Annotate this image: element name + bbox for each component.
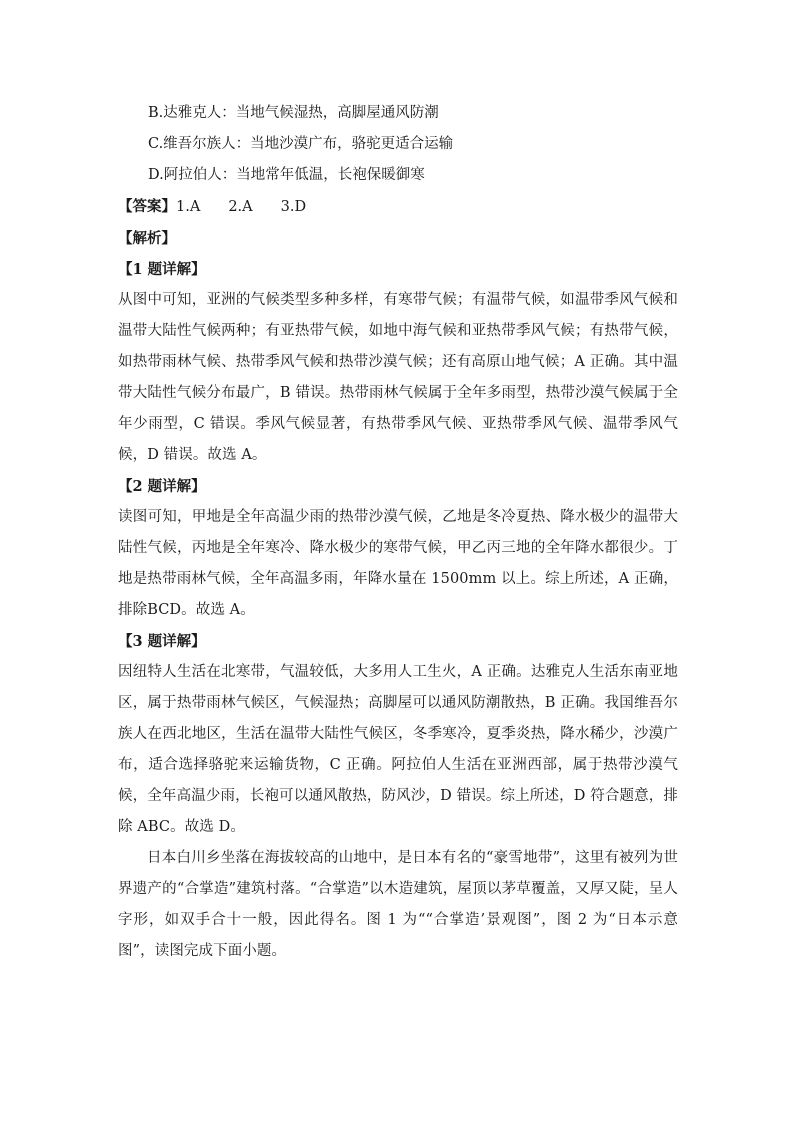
answer-line — [118, 191, 678, 223]
answer-3: 3.D — [280, 199, 307, 215]
document-page — [118, 98, 678, 967]
option-d: D.阿拉伯人：当地常年低温，长袍保暖御寒 — [148, 167, 425, 183]
answer-label: 【答案】 — [118, 198, 176, 215]
q1-heading: 【1 题详解】 — [118, 261, 206, 278]
q3-explanation: 因纽特人生活在北寒带，气温较低，大多用人工生火，A 正确。达雅克人生活东南亚地区，属于热带雨林气候区，气候湿热；高脚屋可以通风防潮散热，B 正确。我国维吾尔族人在西北地区，生活在温带大陆性气候区，冬季寒冷，夏季炎热，降水稀少，沙漠广布，适合选择骆驼来运输货物，C 正确。阿拉伯人生活在亚洲西部，属于热带沙漠气候，全年高温少雨，长袍可以通风散热，防风沙，D 错误。综上所述，D 符合题意，排除 ABC。故选 D。 — [118, 664, 678, 835]
next-question-intro: 日本白川乡坐落在海拔较高的山地中，是日本有名的“豪雪地带”，这里有被列为世界遗产的“合掌造”建筑村落。“合掌造”以木造建筑，屋顶以茅草覆盖，又厚又陡，呈人字形，如双手合十一般，因此得名。图 1 为““合掌造’景观图”，图 2 为“日本示意图”，读图完成下面小题。 — [118, 850, 678, 959]
option-b: B.达雅克人：当地气候湿热，高脚屋通风防潮 — [148, 105, 439, 121]
q2-explanation: 读图可知，甲地是全年高温少雨的热带沙漠气候，乙地是冬冷夏热、降水极少的温带大陆性气候，丙地是全年寒冷、降水极少的寒带气候，甲乙丙三地的全年降水都很少。丁地是热带雨林气候，全年高温多雨，年降水量在 1500mm 以上。综上所述，A 正确，排除BCD。故选 A。 — [118, 509, 678, 618]
answer-2: 2.A — [228, 199, 253, 215]
q2-heading: 【2 题详解】 — [118, 478, 206, 495]
option-c: C.维吾尔族人：当地沙漠广布，骆驼更适合运输 — [148, 136, 454, 152]
q3-heading: 【3 题详解】 — [118, 633, 206, 650]
analysis-label: 【解析】 — [118, 230, 176, 247]
q1-explanation: 从图中可知，亚洲的气候类型多种多样，有寒带气候；有温带气候，如温带季风气候和温带大陆性气候两种；有亚热带气候，如地中海气候和亚热带季风气候；有热带气候，如热带雨林气候、热带季风气候和热带沙漠气候；还有高原山地气候；A 正确。其中温带大陆性气候分布最广，B 错误。热带雨林气候属于全年多雨型，热带沙漠气候属于全年少雨型，C 错误。季风气候显著，有热带季风气候、亚热带季风气候、温带季风气候，D 错误。故选 A。 — [118, 292, 678, 463]
answer-1: 1.A — [176, 199, 201, 215]
